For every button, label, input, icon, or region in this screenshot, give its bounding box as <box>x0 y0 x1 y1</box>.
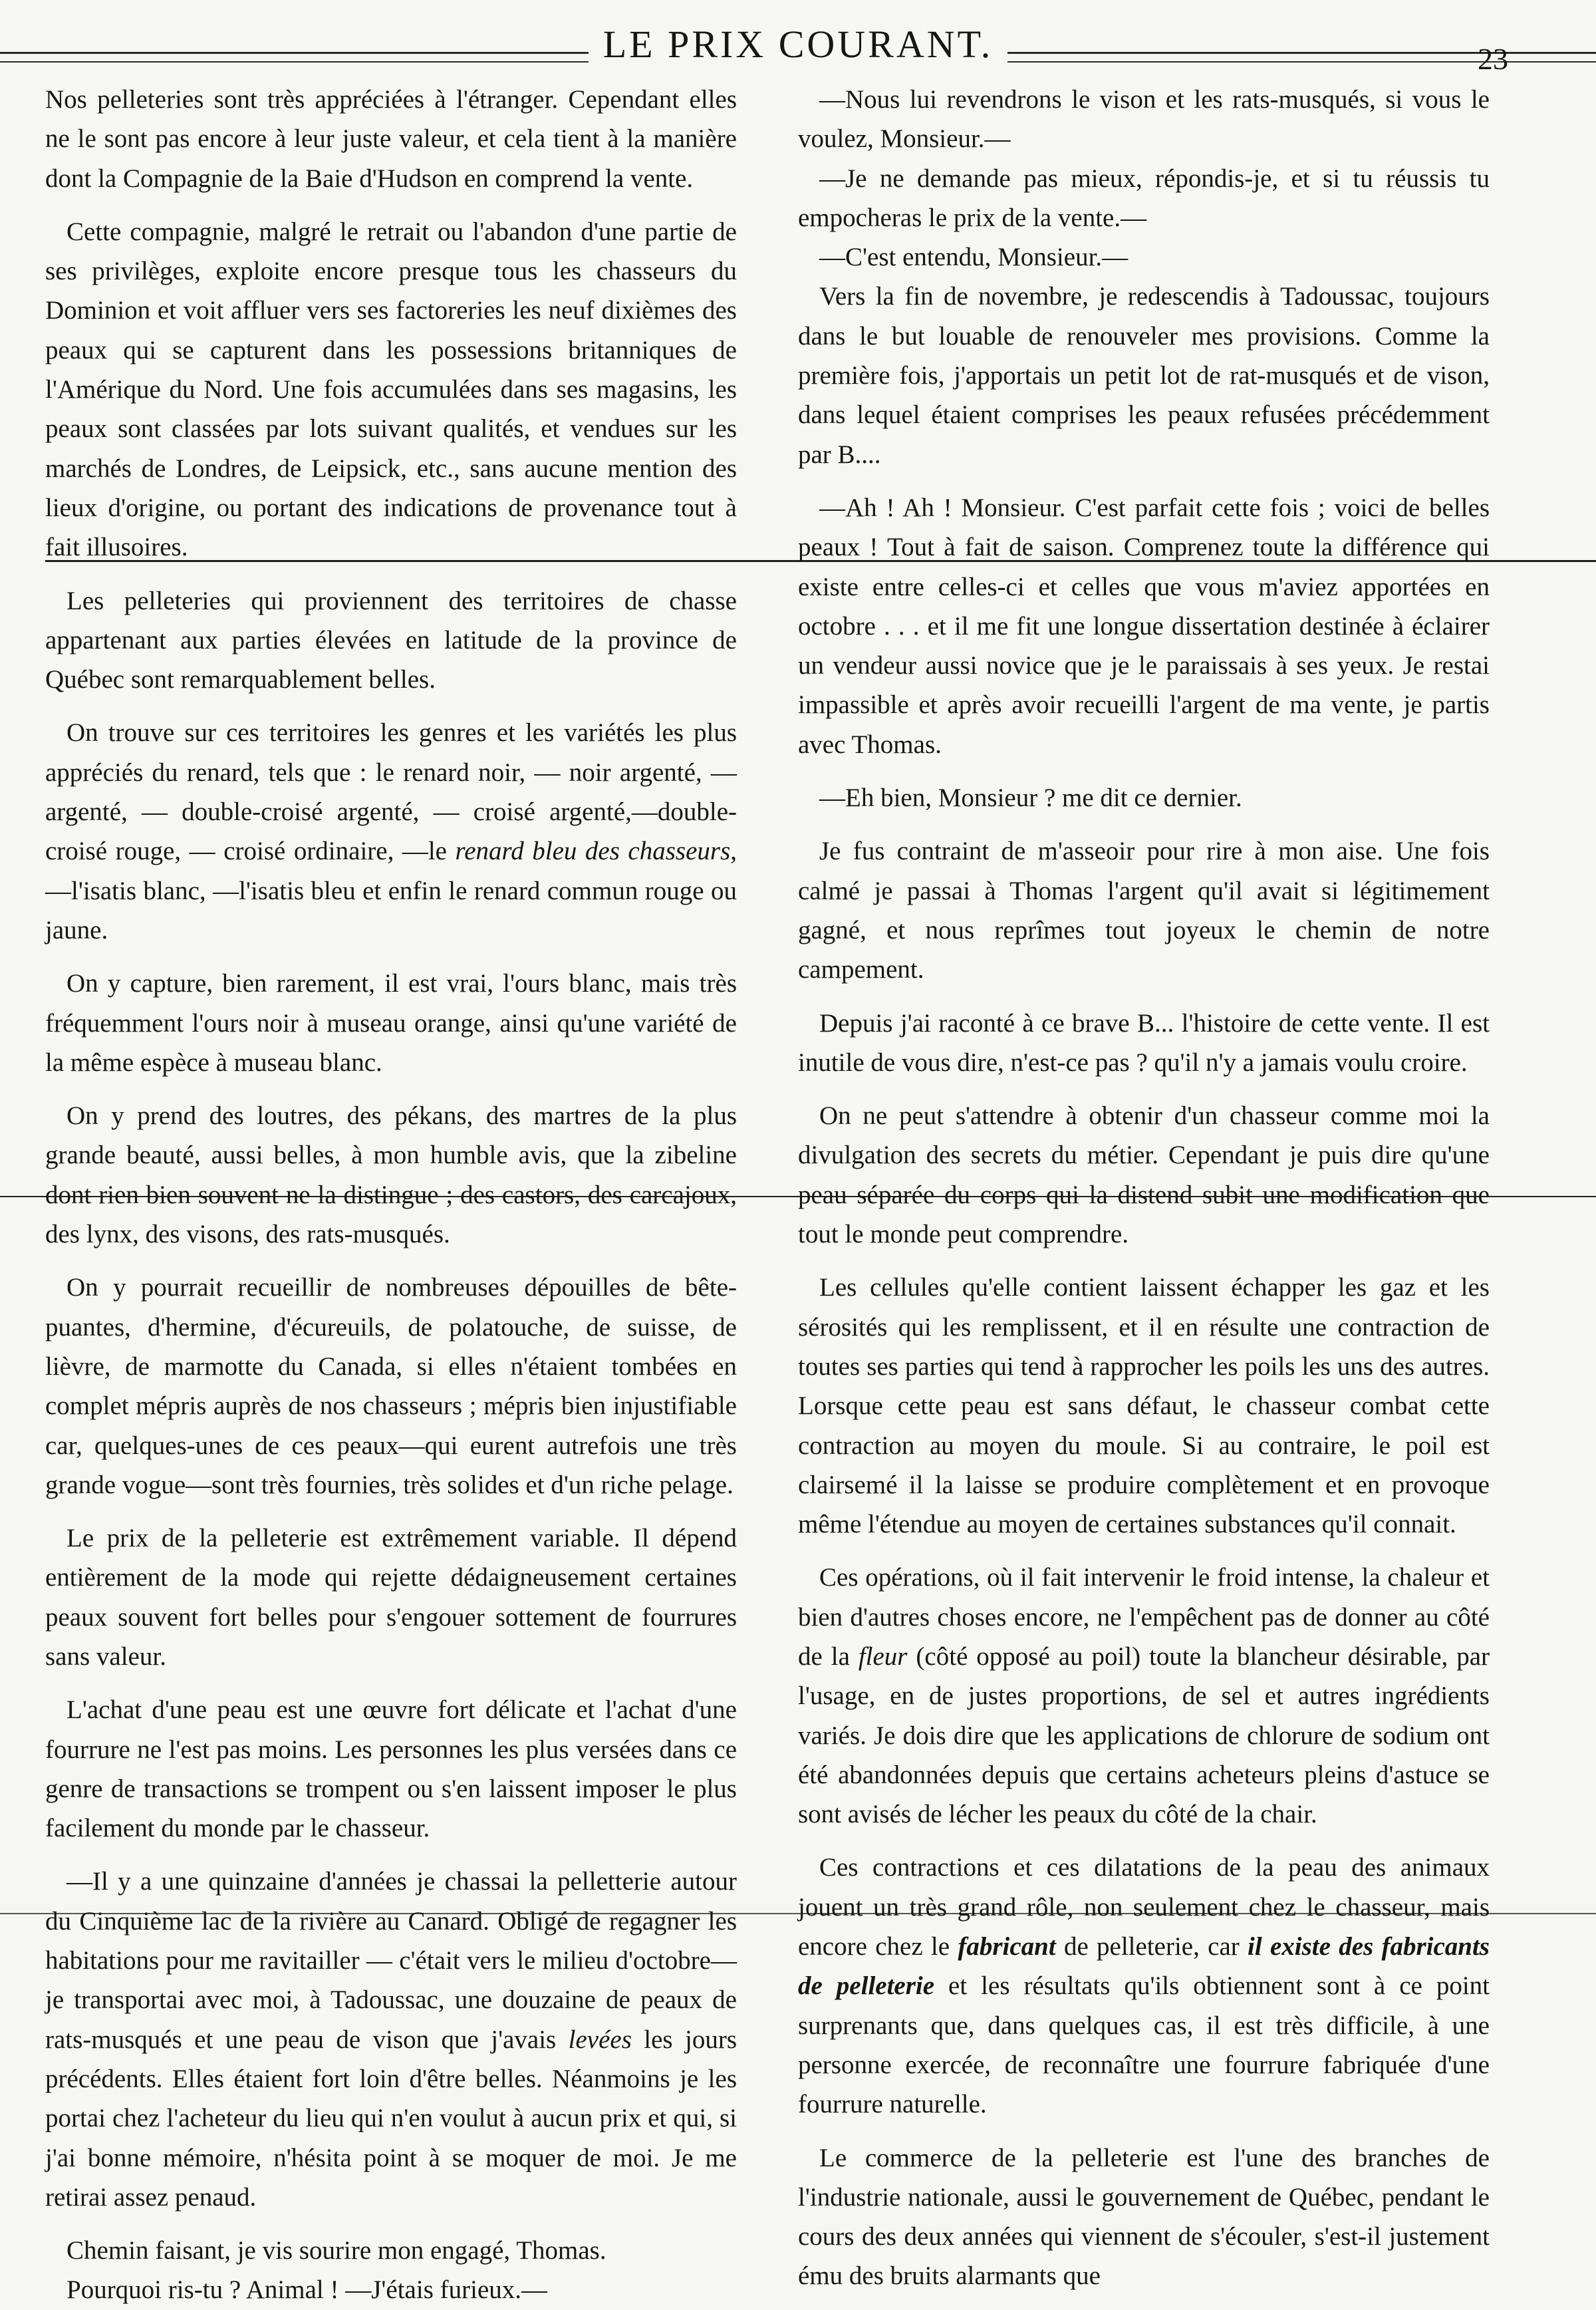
paragraph <box>45 1862 737 2217</box>
paragraph: Pourquoi ris-tu ? Animal ! —J'étais furieux.— <box>66 2275 548 2305</box>
running-title-text: LE PRIX COURANT. <box>589 23 1008 66</box>
emphasis: renard bleu des chasseurs <box>455 837 731 866</box>
paragraph: On ne peut s'attendre à obtenir d'un chasseur comme moi la divulgation des secrets du métier. Cependant je puis dire qu'une peau séparée du corps qui la distend subit une modification que tout le monde peut comprendre. <box>798 1101 1490 1249</box>
paragraph: Vers la fin de novembre, je redescendis à Tadoussac, toujours dans le but louable de renouveler mes provisions. Comme la première fois, j'apportais un petit lot de rat-musqués et de vison, dans lequel étaient comprises les peaux refusées précédemment par B.... <box>798 282 1490 469</box>
text-run: Ces opérations, où il fait intervenir le froid intense, la chaleur et bien d'autres choses encore, ne l'empêchent pas de donner au côté de la <box>798 1563 1490 1671</box>
left-column <box>45 80 737 2310</box>
text-run: les jours précédents. Elles étaient fort loin d'être belles. Néanmoins je les portai chez l'acheteur du lieu qui n'en voulut à aucun prix et qui, si j'ai bonne mémoire, n'hésita point à se moquer de moi. Je me retirai assez penaud. <box>45 2025 737 2212</box>
text-run: —Il y a une quinzaine d'années je chassai la pelletterie autour du Cinquième lac de la rivière au Canard. Obligé de regagner les habitations pour me ravitailler — c'était vers le milieu d'octobre—je transportai avec moi, à Tadoussac, une douzaine de peaux de rats-musqués et une peau de vison que j'avais <box>45 1867 737 2054</box>
running-title <box>0 25 1596 64</box>
paragraph: —Eh bien, Monsieur ? me dit ce dernier. <box>819 784 1242 813</box>
page-header <box>0 0 1596 76</box>
text-run: et les résultats qu'ils obtiennent sont à ce point surprenants que, dans quelques cas, il est très difficile, à une personne exercée, de reconnaître une fourrure fabriquée d'une fourrure naturelle. <box>798 1971 1490 2119</box>
paragraph: Les pelleteries qui proviennent des territoires de chasse appartenant aux parties élevées en latitude de la province de Québec sont remarquablement belles. <box>45 586 737 694</box>
paragraph: —C'est entendu, Monsieur.— <box>819 243 1129 272</box>
paragraph <box>798 1558 1490 1834</box>
text-run: de pelleterie, car <box>1055 1932 1248 1961</box>
paragraph: On y capture, bien rarement, il est vrai, l'ours blanc, mais très fréquemment l'ours noir à museau orange, ainsi qu'une variété de la même espèce à museau blanc. <box>45 969 737 1077</box>
paragraph: Chemin faisant, je vis sourire mon engagé, Thomas. <box>66 2236 606 2265</box>
emphasis: fleur <box>858 1642 908 1671</box>
paragraph: L'achat d'une peau est une œuvre fort délicate et l'achat d'une fourrure ne l'est pas moins. Les personnes les plus versées dans ce genre de transactions se trompent ou s'en laissent imposer le plus facilement du monde par le chasseur. <box>45 1695 737 1843</box>
emphasis: levées <box>568 2025 632 2054</box>
emphasis: fabricant <box>958 1932 1056 1961</box>
paragraph: On y pourrait recueillir de nombreuses dépouilles de bête-puantes, d'hermine, d'écureuils, de polatouche, de suisse, de lièvre, de marmotte du Canada, si elles n'étaient tombées en complet mépris auprès de nos chasseurs ; mépris bien injustifiable car, quelques-unes de ces peaux—qui eurent autrefois une très grande vogue—sont très fournies, très solides et d'un riche pelage. <box>45 1273 737 1499</box>
paragraph: —Ah ! Ah ! Monsieur. C'est parfait cette fois ; voici de belles peaux ! Tout à fait de saison. Comprenez toute la différence qui existe entre celles-ci et celles que vous m'aviez apportées en octobre . . . et il me fit une longue dissertation destinée à éclairer un vendeur aussi novice que je le paraissais à ses yeux. Je restai impassible et après avoir recueilli l'argent de ma vente, je partis avec Thomas. <box>798 493 1490 759</box>
paragraph: Nos pelleteries sont très appréciées à l'étranger. Cependant elles ne le sont pas encore à leur juste valeur, et cela tient à la manière dont la Compagnie de la Baie d'Hudson en comprend la vente. <box>45 85 737 193</box>
paragraph <box>45 713 737 950</box>
text-run: Ces contractions et ces dilatations de la peau des animaux jouent un très grand rôle, non seulement chez le chasseur, mais encore chez le <box>798 1853 1490 1961</box>
text-run: (côté opposé au poil) toute la blancheur désirable, par l'usage, en de justes proportions, de sel et autres ingrédients variés. Je dois dire que les applications de chlorure de sodium ont été abandonnées depuis que certains acheteurs pleins d'astuce se sont avisés de lécher les peaux du côté de la chair. <box>798 1642 1490 1829</box>
paragraph: —Nous lui revendrons le vison et les rats-musqués, si vous le voulez, Monsieur.— <box>798 85 1490 154</box>
paragraph: Cette compagnie, malgré le retrait ou l'abandon d'une partie de ses privilèges, exploite encore presque tous les chasseurs du Dominion et voit affluer vers ses factoreries les neuf dixièmes des peaux qui se capturent dans les possessions britanniques de l'Amérique du Nord. Une fois accumulées dans ses magasins, les peaux sont classées par lots suivant qualités, et vendues sur les marchés de Londres, de Leipsick, etc., sans aucune mention des lieux d'origine, ou portant des indications de provenance tout à fait illusoires. <box>45 217 737 562</box>
paragraph: On y prend des loutres, des pékans, des martres de la plus grande beauté, aussi belles, à mon humble avis, que la zibeline dont rien bien souvent ne la distingue ; des castors, des carcajoux, des lynx, des visons, des rats-musqués. <box>45 1101 737 1249</box>
paragraph: —Je ne demande pas mieux, répondis-je, et si tu réussis tu empocheras le prix de la vente.— <box>798 164 1490 232</box>
paragraph: Le prix de la pelleterie est extrêmement variable. Il dépend entièrement de la mode qui rejette dédaigneusement certaines peaux souvent fort belles pour s'engouer sottement de fourrures sans valeur. <box>45 1524 737 1671</box>
text-run: On trouve sur ces territoires les genres et les variétés les plus appréciés du renard, tels que : le renard noir, — noir argenté, — argenté, — double-croisé argenté, — croisé argenté,—double-croisé rouge, — croisé ordinaire, —le <box>45 718 737 866</box>
paragraph: Je fus contraint de m'asseoir pour rire à mon aise. Une fois calmé je passai à Thomas l'argent qu'il avait si légitimement gagné, et nous reprîmes tout joyeux le chemin de notre campement. <box>798 837 1490 984</box>
emphasis: il existe des fabricants de pelleterie <box>798 1932 1490 2001</box>
paragraph: Les cellules qu'elle contient laissent échapper les gaz et les sérosités qui les remplissent, et il en résulte une contraction de toutes ses parties qui tend à rapprocher les poils les uns des autres. Lorsque cette peau est sans défaut, le chasseur combat cette contraction au moyen du moule. Si au contraire, le poil est clairsemé il la laisse se produire complètement et en provoque même l'étendue au moyen de certaines substances qu'il connait. <box>798 1273 1490 1539</box>
paragraph: Le commerce de la pelleterie est l'une des branches de l'industrie nationale, aussi le gouvernement de Québec, pendant le cours des deux années qui viennent de s'écouler, s'est-il justement ému des bruits alarmants que <box>798 2143 1490 2291</box>
right-column <box>798 80 1490 2296</box>
paragraph <box>798 1848 1490 2124</box>
text-run: , —l'isatis blanc, —l'isatis bleu et enfin le renard commun rouge ou jaune. <box>45 837 737 944</box>
page-number: 23 <box>1478 42 1508 76</box>
paragraph: Depuis j'ai raconté à ce brave B... l'histoire de cette vente. Il est inutile de vous dire, n'est-ce pas ? qu'il n'y a jamais voulu croire. <box>798 1008 1490 1077</box>
